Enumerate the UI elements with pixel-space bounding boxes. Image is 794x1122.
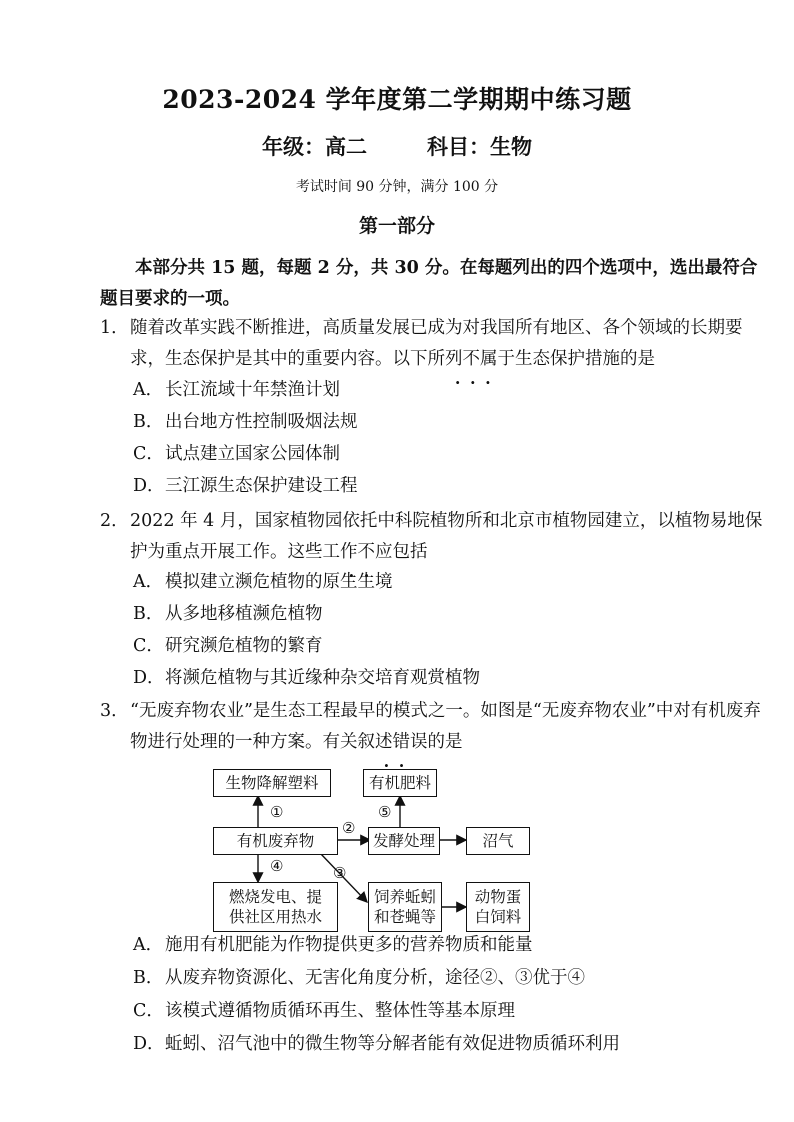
option-text: 该模式遵循物质循环再生、整体性等基本原理 xyxy=(165,1001,515,1021)
option-1a[interactable] xyxy=(133,375,340,406)
question-3 xyxy=(100,696,770,758)
option-letter: C． xyxy=(133,636,164,656)
box-biodegradable-plastic: 生物降解塑料 xyxy=(213,769,331,797)
question-stem-end: 包括 xyxy=(392,542,428,562)
path-label-4: ④ xyxy=(270,857,284,875)
box-animal-protein xyxy=(466,882,530,932)
box-line: 饲养蚯蚓 xyxy=(373,888,436,906)
option-letter: A． xyxy=(133,572,164,592)
question-stem: “无废弃物农业”是生态工程最早的模式之一。如图是“无废弃物农业”中对有机废弃物进行处理的一种方案。有关叙述 xyxy=(130,701,761,752)
option-2b[interactable] xyxy=(133,599,323,630)
option-letter: C． xyxy=(133,444,164,464)
option-letter: B． xyxy=(133,604,164,624)
option-1c[interactable] xyxy=(133,439,340,470)
box-organic-fertilizer: 有机肥料 xyxy=(363,769,437,797)
option-3a[interactable] xyxy=(133,930,533,961)
path-label-3: ③ xyxy=(333,864,347,882)
box-line: 白饲料 xyxy=(474,908,522,926)
question-1 xyxy=(100,313,770,375)
part-intro: 本部分共 15 题，每题 2 分，共 30 分。在每题列出的四个选项中，选出最符合题目要求的一项。 xyxy=(100,258,758,309)
option-letter: A． xyxy=(133,380,164,400)
page-title: 2023-2024 学年度第二学期期中练习题 xyxy=(162,85,632,114)
question-stem-end: 的是 xyxy=(427,732,463,752)
exam-info: 考试时间 90 分钟，满分 100 分 xyxy=(295,179,499,195)
option-text: 将濒危植物与其近缘种杂交培育观赏植物 xyxy=(165,668,480,688)
box-raise-worms xyxy=(368,882,442,932)
option-text: 三江源生态保护建设工程 xyxy=(165,476,358,496)
grade-label: 年级：高二 xyxy=(262,134,367,159)
waste-flow-diagram xyxy=(210,765,540,935)
option-letter: D． xyxy=(133,1034,165,1054)
box-organic-waste: 有机废弃物 xyxy=(213,827,338,855)
exam-subtitle xyxy=(0,131,794,161)
option-2c[interactable] xyxy=(133,631,323,662)
question-2 xyxy=(100,506,770,568)
option-3d[interactable] xyxy=(133,1029,620,1060)
question-number: 2． xyxy=(100,511,129,531)
option-2d[interactable] xyxy=(133,663,480,694)
option-text: 施用有机肥能为作物提供更多的营养物质和能量 xyxy=(165,935,533,955)
question-number: 3． xyxy=(100,701,129,721)
option-text: 试点建立国家公园体制 xyxy=(165,444,340,464)
path-label-1: ① xyxy=(270,803,284,821)
box-line: 和苍蝇等 xyxy=(373,908,436,926)
box-biogas: 沼气 xyxy=(466,827,530,855)
box-line: 动物蛋 xyxy=(474,888,522,906)
option-text: 长江流域十年禁渔计划 xyxy=(165,380,340,400)
option-1d[interactable] xyxy=(133,471,358,502)
subject-label: 科目：生物 xyxy=(427,134,532,159)
emphasis-text: 错误 · · xyxy=(393,732,428,752)
question-stem: 随着改革实践不断推进，高质量发展已成为对我国所有地区、各个领域的长期要求，生态保护是其中的重要内容。以下所列 xyxy=(130,318,743,369)
question-stem: 2022 年 4 月，国家植物园依托中科院植物所和北京市植物园建立，以植物易地保护为重点开展工作。这些工作 xyxy=(130,511,763,562)
emphasis-text: 不应 · · xyxy=(358,542,393,562)
option-text: 研究濒危植物的繁育 xyxy=(165,636,323,656)
option-letter: B． xyxy=(133,412,164,432)
box-fermentation: 发酵处理 xyxy=(368,827,440,855)
box-line: 燃烧发电、提 xyxy=(228,888,322,906)
option-text: 从多地移植濒危植物 xyxy=(165,604,323,624)
part-title: 第一部分 xyxy=(358,215,435,237)
option-letter: D． xyxy=(133,476,165,496)
option-2a[interactable] xyxy=(133,567,393,598)
option-text: 从废弃物资源化、无害化角度分析，途径②、③优于④ xyxy=(165,968,585,988)
option-1b[interactable] xyxy=(133,407,358,438)
option-letter: D． xyxy=(133,668,165,688)
box-burn-power xyxy=(213,882,338,932)
option-letter: A． xyxy=(133,935,164,955)
option-letter: C． xyxy=(133,1001,164,1021)
question-number: 1． xyxy=(100,318,129,338)
question-stem-end: 生态保护措施的是 xyxy=(515,349,655,369)
emphasis-text: 不属于 · · · xyxy=(463,349,516,369)
path-label-2: ② xyxy=(342,819,356,837)
option-letter: B． xyxy=(133,968,164,988)
option-3c[interactable] xyxy=(133,996,515,1027)
option-3b[interactable] xyxy=(133,963,585,994)
path-label-5: ⑤ xyxy=(378,803,392,821)
option-text: 蚯蚓、沼气池中的微生物等分解者能有效促进物质循环利用 xyxy=(165,1034,620,1054)
option-text: 出台地方性控制吸烟法规 xyxy=(165,412,358,432)
option-text: 模拟建立濒危植物的原生生境 xyxy=(165,572,393,592)
box-line: 供社区用热水 xyxy=(228,908,322,926)
